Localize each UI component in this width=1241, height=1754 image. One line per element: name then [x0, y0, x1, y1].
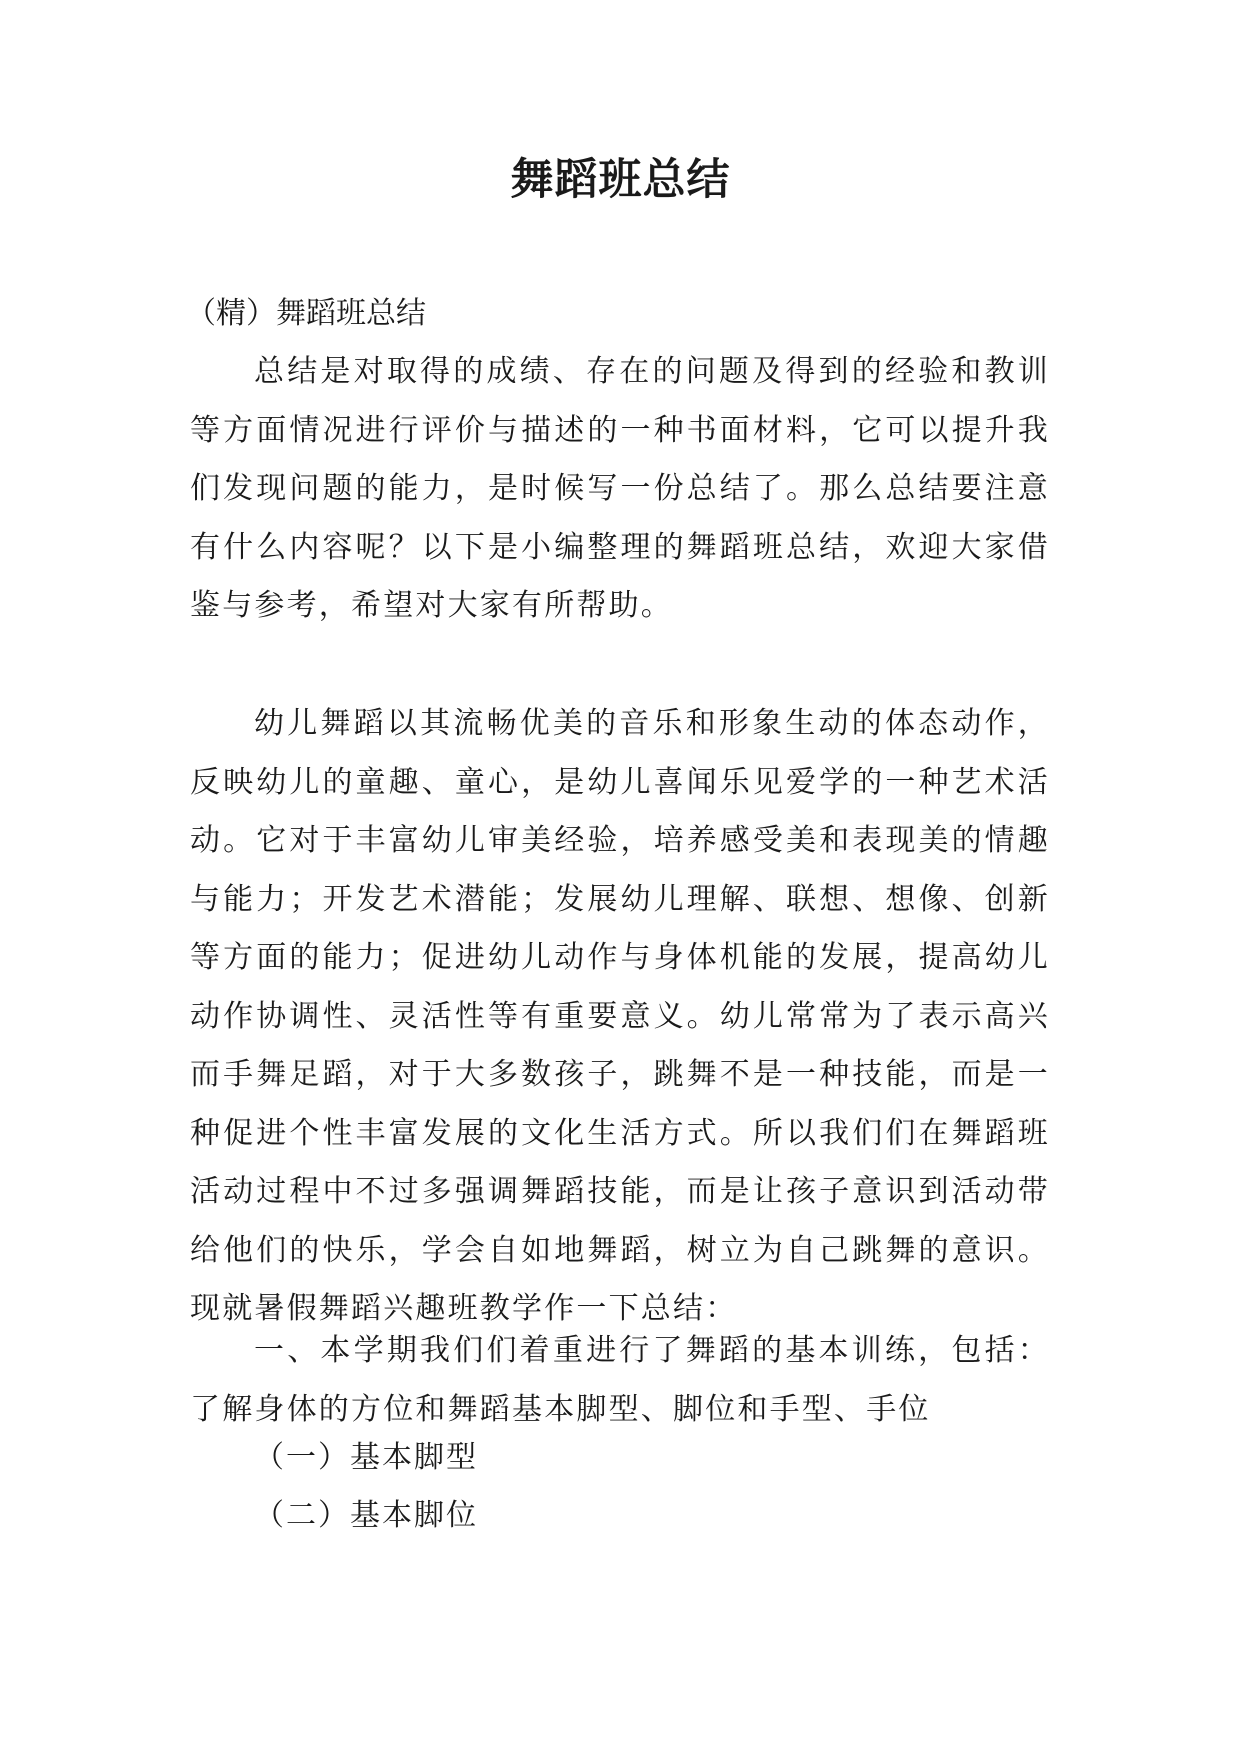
document-subtitle: （精）舞蹈班总结	[186, 296, 426, 331]
list-item-foot-shape: （一）基本脚型	[254, 1440, 478, 1475]
body-paragraph-2: 一、本学期我们们着重进行了舞蹈的基本训练，包括：了解身体的方位和舞蹈基本脚型、脚位和手型、手位	[190, 1333, 1050, 1427]
body-paragraph-1: 幼儿舞蹈以其流畅优美的音乐和形象生动的体态动作，反映幼儿的童趣、童心，是幼儿喜闻乐见爱学的一种艺术活动。它对于丰富幼儿审美经验，培养感受美和表现美的情趣与能力；开发艺术潜能；发展幼儿理解、联想、想像、创新等方面的能力；促进幼儿动作与身体机能的发展，提高幼儿动作协调性、灵活性等有重要意义。幼儿常常为了表示高兴而手舞足蹈，对于大多数孩子，跳舞不是一种技能，而是一种促进个性丰富发展的文化生活方式。所以我们们在舞蹈班活动过程中不过多强调舞蹈技能，而是让孩子意识到活动带给他们的快乐，学会自如地舞蹈，树立为自己跳舞的意识。现就暑假舞蹈兴趣班教学作一下总结：	[190, 706, 1050, 1326]
list-item-foot-position: （二）基本脚位	[254, 1498, 478, 1533]
intro-paragraph: 总结是对取得的成绩、存在的问题及得到的经验和教训等方面情况进行评价与描述的一种书面材料，它可以提升我们发现问题的能力，是时候写一份总结了。那么总结要注意有什么内容呢？以下是小编整理的舞蹈班总结，欢迎大家借鉴与参考，希望对大家有所帮助。	[190, 354, 1050, 623]
document-title: 舞蹈班总结	[510, 155, 731, 205]
